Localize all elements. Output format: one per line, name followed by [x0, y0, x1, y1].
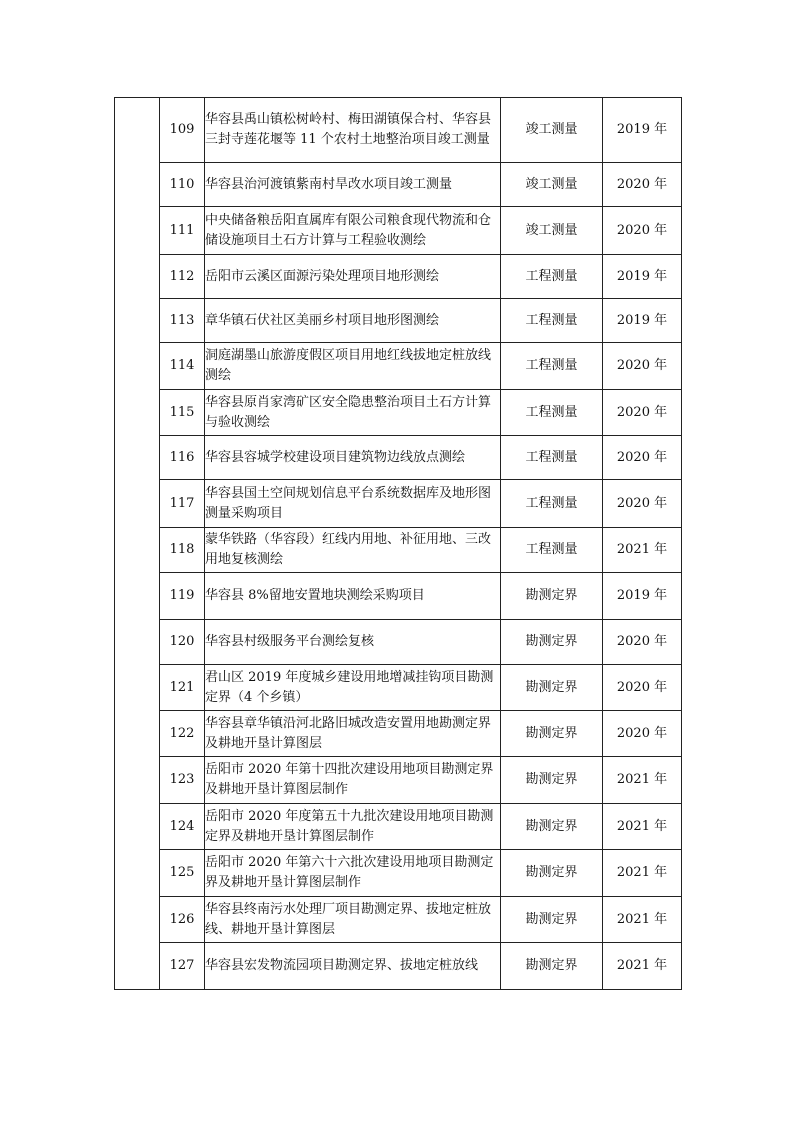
table-row — [115, 757, 682, 804]
table-row — [115, 98, 682, 163]
row-number-cell: 121 — [160, 665, 205, 711]
table-row — [115, 528, 682, 573]
survey-type-cell: 工程测量 — [501, 299, 603, 343]
row-number-cell: 122 — [160, 711, 205, 757]
year-cell: 2019 年 — [603, 299, 682, 343]
table-row — [115, 390, 682, 436]
table-row — [115, 620, 682, 665]
survey-type-cell: 工程测量 — [501, 255, 603, 299]
row-number-cell: 115 — [160, 390, 205, 436]
year-cell: 2020 年 — [603, 390, 682, 436]
table-row — [115, 573, 682, 620]
year-cell: 2020 年 — [603, 665, 682, 711]
survey-type-cell: 工程测量 — [501, 480, 603, 528]
year-cell: 2020 年 — [603, 207, 682, 255]
table-row — [115, 480, 682, 528]
row-number-cell: 123 — [160, 757, 205, 804]
category-cell — [115, 98, 160, 990]
project-name-cell: 华容县原肖家湾矿区安全隐患整治项目土石方计算与验收测绘 — [205, 390, 501, 436]
project-table — [114, 97, 682, 990]
year-cell: 2020 年 — [603, 163, 682, 207]
project-name-cell: 岳阳市云溪区面源污染处理项目地形测绘 — [205, 255, 501, 299]
row-number-cell: 111 — [160, 207, 205, 255]
survey-type-cell: 工程测量 — [501, 436, 603, 480]
project-name-cell: 中央储备粮岳阳直属库有限公司粮食现代物流和仓储设施项目土石方计算与工程验收测绘 — [205, 207, 501, 255]
row-number-cell: 110 — [160, 163, 205, 207]
survey-type-cell: 工程测量 — [501, 343, 603, 390]
survey-type-cell: 勘测定界 — [501, 850, 603, 897]
survey-type-cell: 勘测定界 — [501, 943, 603, 990]
survey-type-cell: 勘测定界 — [501, 897, 603, 943]
project-name-cell: 华容县国土空间规划信息平台系统数据库及地形图测量采购项目 — [205, 480, 501, 528]
survey-type-cell: 勘测定界 — [501, 757, 603, 804]
table-row — [115, 299, 682, 343]
row-number-cell: 125 — [160, 850, 205, 897]
year-cell: 2019 年 — [603, 573, 682, 620]
year-cell: 2020 年 — [603, 620, 682, 665]
year-cell: 2020 年 — [603, 480, 682, 528]
year-cell: 2021 年 — [603, 850, 682, 897]
year-cell: 2021 年 — [603, 943, 682, 990]
year-cell: 2021 年 — [603, 757, 682, 804]
project-name-cell: 华容县容城学校建设项目建筑物边线放点测绘 — [205, 436, 501, 480]
project-name-cell: 岳阳市 2020 年第六十六批次建设用地项目勘测定界及耕地开垦计算图层制作 — [205, 850, 501, 897]
table-row — [115, 943, 682, 990]
row-number-cell: 116 — [160, 436, 205, 480]
table-row — [115, 850, 682, 897]
year-cell: 2020 年 — [603, 343, 682, 390]
table-row — [115, 343, 682, 390]
year-cell: 2019 年 — [603, 98, 682, 163]
row-number-cell: 118 — [160, 528, 205, 573]
table-row — [115, 255, 682, 299]
table-row — [115, 897, 682, 943]
year-cell: 2021 年 — [603, 528, 682, 573]
row-number-cell: 126 — [160, 897, 205, 943]
row-number-cell: 114 — [160, 343, 205, 390]
row-number-cell: 113 — [160, 299, 205, 343]
project-name-cell: 华容县章华镇沿河北路旧城改造安置用地勘测定界及耕地开垦计算图层 — [205, 711, 501, 757]
row-number-cell: 127 — [160, 943, 205, 990]
project-name-cell: 华容县宏发物流园项目勘测定界、拔地定桩放线 — [205, 943, 501, 990]
project-name-cell: 华容县村级服务平台测绘复核 — [205, 620, 501, 665]
row-number-cell: 119 — [160, 573, 205, 620]
project-name-cell: 岳阳市 2020 年度第五十九批次建设用地项目勘测定界及耕地开垦计算图层制作 — [205, 804, 501, 850]
survey-type-cell: 竣工测量 — [501, 207, 603, 255]
year-cell: 2021 年 — [603, 804, 682, 850]
table-row — [115, 665, 682, 711]
survey-type-cell: 勘测定界 — [501, 804, 603, 850]
survey-type-cell: 勘测定界 — [501, 620, 603, 665]
project-name-cell: 君山区 2019 年度城乡建设用地增减挂钩项目勘测定界（4 个乡镇） — [205, 665, 501, 711]
table-row — [115, 711, 682, 757]
year-cell: 2020 年 — [603, 436, 682, 480]
table-row — [115, 207, 682, 255]
year-cell: 2019 年 — [603, 255, 682, 299]
year-cell: 2020 年 — [603, 711, 682, 757]
row-number-cell: 109 — [160, 98, 205, 163]
row-number-cell: 117 — [160, 480, 205, 528]
survey-type-cell: 竣工测量 — [501, 163, 603, 207]
project-name-cell: 洞庭湖墨山旅游度假区项目用地红线拔地定桩放线测绘 — [205, 343, 501, 390]
project-name-cell: 华容县禹山镇松树岭村、梅田湖镇保合村、华容县三封寺莲花堰等 11 个农村土地整治项目竣工测量 — [205, 98, 501, 163]
survey-type-cell: 勘测定界 — [501, 573, 603, 620]
survey-type-cell: 工程测量 — [501, 528, 603, 573]
year-cell: 2021 年 — [603, 897, 682, 943]
row-number-cell: 120 — [160, 620, 205, 665]
table-row — [115, 436, 682, 480]
project-name-cell: 蒙华铁路（华容段）红线内用地、补征用地、三改用地复核测绘 — [205, 528, 501, 573]
project-name-cell: 岳阳市 2020 年第十四批次建设用地项目勘测定界及耕地开垦计算图层制作 — [205, 757, 501, 804]
project-name-cell: 华容县治河渡镇紫南村旱改水项目竣工测量 — [205, 163, 501, 207]
survey-type-cell: 工程测量 — [501, 390, 603, 436]
survey-type-cell: 勘测定界 — [501, 665, 603, 711]
survey-type-cell: 竣工测量 — [501, 98, 603, 163]
row-number-cell: 124 — [160, 804, 205, 850]
project-name-cell: 华容县 8%留地安置地块测绘采购项目 — [205, 573, 501, 620]
table-row — [115, 163, 682, 207]
table-row — [115, 804, 682, 850]
project-name-cell: 章华镇石伏社区美丽乡村项目地形图测绘 — [205, 299, 501, 343]
survey-type-cell: 勘测定界 — [501, 711, 603, 757]
project-name-cell: 华容县终南污水处理厂项目勘测定界、拔地定桩放线、耕地开垦计算图层 — [205, 897, 501, 943]
row-number-cell: 112 — [160, 255, 205, 299]
